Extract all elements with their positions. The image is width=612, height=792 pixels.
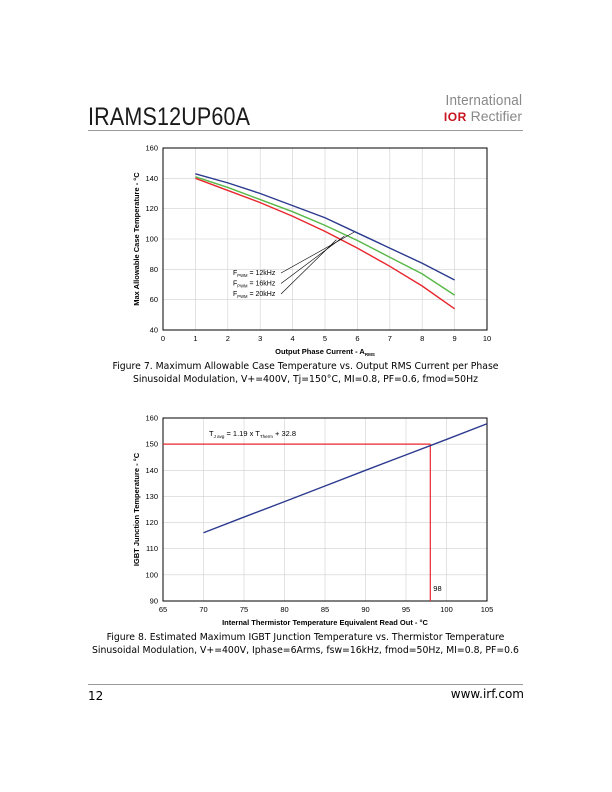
y-tick-label: 40 (149, 325, 158, 335)
legend-label-0-part-1: PWM (237, 273, 248, 278)
logo-ior-mark: IOR (443, 110, 467, 124)
x-tick-label: 7 (387, 334, 392, 343)
x-tick-label: 3 (258, 334, 263, 343)
x-axis-label (275, 347, 375, 357)
equation-label-part-1: J avg (213, 434, 225, 439)
figure8-chart (132, 414, 493, 628)
x-tick-label: 85 (320, 605, 330, 614)
y-tick-label: 160 (145, 143, 158, 153)
x-tick-label: 80 (280, 605, 289, 614)
legend-label-0 (233, 270, 276, 278)
x-tick-label: 9 (452, 334, 457, 343)
legend-leader-2 (281, 240, 336, 294)
y-tick-label: 90 (149, 596, 158, 606)
x-tick-label: 5 (322, 334, 328, 343)
logo-international: International (445, 92, 522, 109)
legend-label-1-part-0: F (233, 280, 238, 288)
y-tick-label: 60 (149, 295, 158, 305)
x-tick-label: 75 (239, 605, 249, 614)
x-tick-label: 0 (160, 334, 166, 343)
series-line-0 (204, 424, 488, 533)
x-axis-label-part-1: RMS (364, 352, 375, 357)
y-tick-label: 120 (145, 518, 158, 528)
legend-label-2-part-2: = 20kHz (247, 291, 276, 298)
legend-label-0-part-2: = 12kHz (247, 270, 276, 277)
figure7-caption-line1: Figure 7. Maximum Allowable Case Temperature vs. Output RMS Current per Phase (112, 361, 499, 372)
document-title: IRAMS12UP60A (88, 103, 251, 131)
footer-rule (88, 684, 523, 685)
equation-label-part-0: T (209, 429, 214, 438)
y-tick-label: 140 (145, 173, 158, 183)
y-tick-label: 100 (145, 570, 158, 580)
y-tick-label: 130 (145, 491, 158, 501)
equation-label-part-4: + 32.8 (272, 429, 297, 438)
x-tick-label: 90 (361, 605, 370, 614)
legend-label-1-part-1: PWM (237, 283, 248, 289)
y-axis-label: IGBT Junction Temperature - °C (132, 452, 141, 567)
x-tick-label: 100 (440, 605, 453, 614)
y-tick-label: 140 (145, 465, 158, 475)
legend-label-2-part-1: PWM (237, 294, 248, 299)
x-tick-label: 95 (401, 605, 411, 614)
figure7-caption-line2: Sinusoidal Modulation, V+=400V, Tj=150°C, MI=0.8, PF=0.6, fmod=50Hz (133, 373, 478, 385)
figure7-caption (88, 361, 523, 386)
figure7-chart (132, 144, 491, 358)
x-tick-label: 1 (193, 334, 198, 343)
x-tick-label: 2 (225, 334, 230, 343)
x-tick-label: 6 (355, 334, 360, 343)
legend-label-1-part-2: = 16kHz (247, 280, 276, 288)
legend-label-1 (233, 281, 276, 289)
y-tick-label: 120 (145, 204, 158, 214)
x-tick-label: 4 (290, 334, 295, 343)
y-tick-label: 150 (145, 439, 158, 449)
figure8-caption-line2: Sinusoidal Modulation, V+=400V, Iphase=6Arms, fsw=16kHz, fmod=50Hz, MI=0.8, PF=0.6 (92, 644, 519, 656)
logo-rectifier: Rectifier (470, 108, 522, 124)
legend-label-2 (233, 291, 276, 299)
legend-leader-1 (281, 236, 344, 284)
legend-label-2-part-0: F (233, 291, 238, 298)
x-tick-label: 8 (420, 334, 425, 343)
legend-label-0-part-0: F (233, 270, 238, 277)
x-tick-label: 70 (199, 605, 208, 614)
y-tick-label: 160 (145, 413, 158, 423)
reference-value-label: 98 (433, 584, 442, 593)
figure8-caption (88, 632, 523, 657)
x-tick-label: 10 (482, 334, 492, 343)
x-axis-label: Internal Thermistor Temperature Equivalent Read Out - °C (222, 618, 428, 627)
y-tick-label: 110 (146, 544, 158, 554)
figure8-caption-line1: Figure 8. Estimated Maximum IGBT Junction Temperature vs. Thermistor Temperature (106, 632, 505, 643)
x-axis-label-part-0: Output Phase Current - A (275, 347, 365, 356)
y-tick-label: 80 (149, 264, 158, 274)
website-url: www.irf.com (450, 687, 524, 701)
x-tick-label: 65 (158, 605, 168, 614)
x-tick-label: 105 (480, 605, 494, 614)
legend-leader-0 (281, 232, 354, 273)
page-number: 12 (88, 689, 104, 703)
equation-label (209, 429, 296, 439)
equation-label-part-3: Therm (259, 434, 273, 439)
y-axis-label: Max Allowable Case Temperature - °C (132, 172, 141, 306)
equation-label-part-2: = 1.19 x T (224, 429, 260, 438)
y-tick-label: 100 (145, 234, 158, 244)
